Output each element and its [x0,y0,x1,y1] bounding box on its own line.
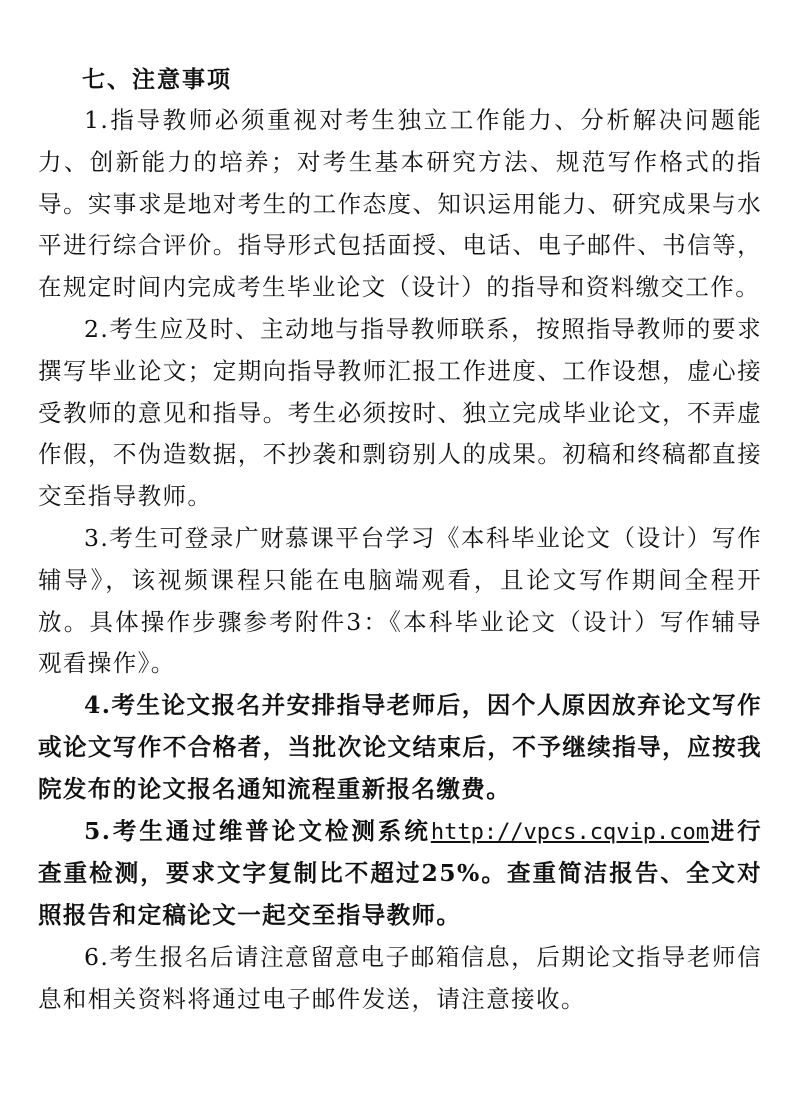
notice-item-4: 4.考生论文报名并安排指导老师后，因个人原因放弃论文写作或论文写作不合格者，当批次论文结束后，不予继续指导，应按我院发布的论文报名通知流程重新报名缴费。 [38,691,762,803]
notice-item-5 [38,811,762,937]
notice-item-5-text-before: 5.考生通过维普论文检测系统 [84,816,431,845]
notice-item-1: 1.指导教师必须重视对考生独立工作能力、分析解决问题能力、创新能力的培养；对考生基本研究方法、规范写作格式的指导。实事求是地对考生的工作态度、知识运用能力、研究成果与水平进行综合评价。指导形式包括面授、电话、电子邮件、书信等，在规定时间内完成考生毕业论文（设计）的指导和资料缴交工作。 [38,106,762,302]
notice-item-2: 2.考生应及时、主动地与指导教师联系，按照指导教师的要求撰写毕业论文；定期向指导教师汇报工作进度、工作设想，虚心接受教师的意见和指导。考生必须按时、独立完成毕业论文，不弄虚作假，不伪造数据，不抄袭和剽窃别人的成果。初稿和终稿都直接交至指导教师。 [38,314,762,511]
section-heading: 七、注意事项 [82,66,232,93]
document-page [38,60,762,1021]
vpcs-link[interactable]: http://vpcs.cqvip.com [430,819,709,845]
notice-item-6: 6.考生报名后请注意留意电子邮箱信息，后期论文指导老师信息和相关资料将通过电子邮件发送，请注意接收。 [38,942,762,1013]
notice-item-5-text-after: 进行查重检测，要求文字复制比不超过25%。查重简洁报告、全文对照报告和定稿论文一起交至指导教师。 [38,816,762,930]
notice-item-3: 3.考生可登录广财慕课平台学习《本科毕业论文（设计）写作辅导》，该视频课程只能在电脑端观看，且论文写作期间全程开放。具体操作步骤参考附件3：《本科毕业论文（设计）写作辅导观看操作》。 [38,523,762,678]
